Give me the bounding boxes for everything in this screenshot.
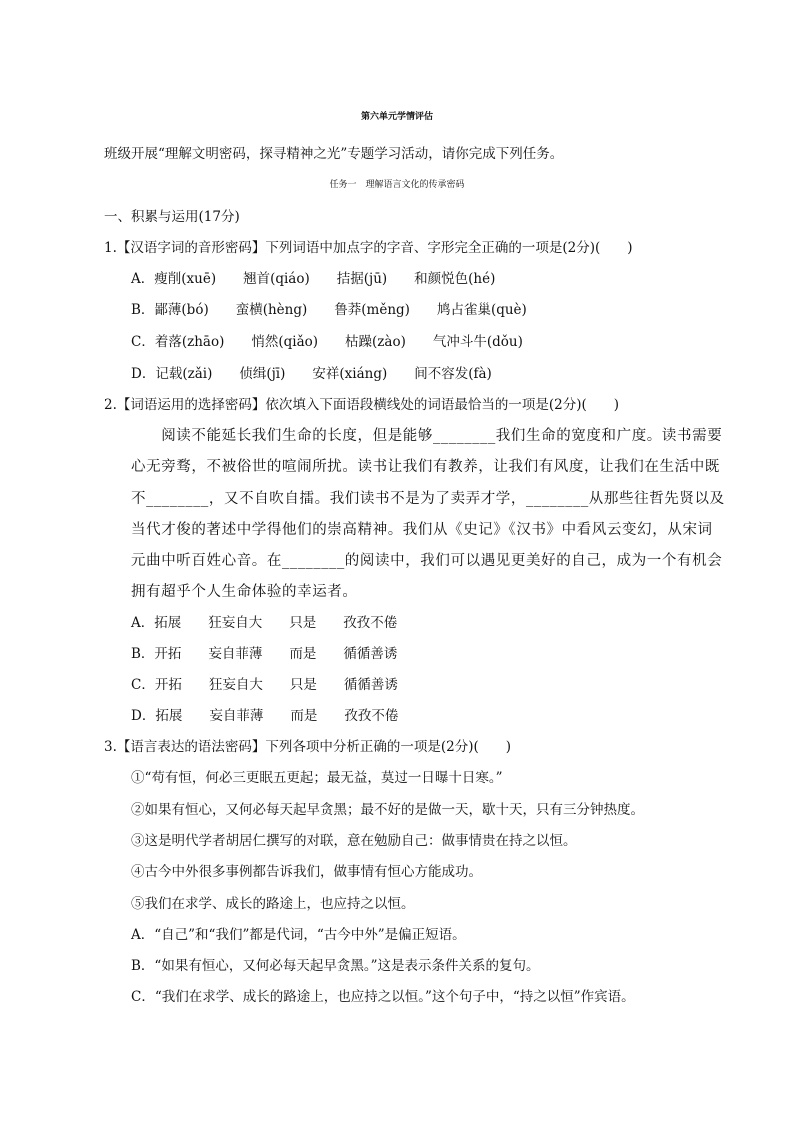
question-3-option-a: A．“自己”和“我们”都是代词，“古今中外”是偏正短语。	[131, 927, 466, 943]
passage-line: 拥有超乎个人生命体验的幸运者。	[131, 584, 358, 600]
question-2-option-d: D．拓展 妄自菲薄 而是 孜孜不倦	[131, 708, 399, 724]
question-1-option-a: A．瘦削(xuē) 翘首(qiáo) 拮据(jū) 和颜悦色(hé)	[131, 271, 496, 287]
question-1-option-c: C．着落(zhāo) 悄然(qiǎo) 枯躁(zào) 气冲斗牛(dǒu)	[131, 334, 523, 350]
passage-line: 当代才俊的著述中学得他们的崇高精神。我们从《史记》《汉书》中看风云变幻，从宋词	[131, 522, 713, 538]
question-3-option-c: C．“我们在求学、成长的路途上，也应持之以恒。”这个句子中，“持之以恒”作宾语。	[131, 989, 635, 1005]
passage-line: 心无旁骛，不被俗世的喧闹所扰。读书让我们有教养，让我们有风度，让我们在生活中既	[131, 459, 720, 475]
task-heading: 任务一 理解语言文化的传承密码	[329, 180, 465, 190]
question-1-stem: 1.【汉语字词的音形密码】下列词语中加点字的字音、字形完全正确的一项是(2分)( )	[104, 240, 633, 256]
passage-line: 阅读不能延长我们生命的长度，但是能够________我们生命的宽度和广度。读书需要	[131, 428, 723, 444]
question-1-option-b: B．鄙薄(bó) 蛮横(hèng) 鲁莽(měng) 鸠占雀巢(què)	[131, 302, 527, 318]
question-2-option-c: C．开拓 狂妄自大 只是 循循善诱	[131, 677, 398, 693]
question-2-option-b: B．开拓 妄自菲薄 而是 循循善诱	[131, 646, 398, 662]
question-3-stem: 3.【语言表达的语法密码】下列各项中分析正确的一项是(2分)( )	[104, 739, 512, 755]
question-2-option-a: A．拓展 狂妄自大 只是 孜孜不倦	[131, 615, 398, 631]
section-heading: 一、积累与运用(17分)	[104, 209, 240, 225]
question-1-option-d: D．记载(zǎi) 侦缉(jī) 安祥(xiáng) 间不容发(fà)	[131, 366, 492, 382]
question-2-stem: 2.【词语运用的选择密码】依次填入下面语段横线处的词语最恰当的一项是(2分)( )	[104, 397, 620, 413]
passage-line: 不________，又不自吹自擂。我们读书不是为了卖弄才学，________从那些往哲先贤以及	[131, 491, 725, 507]
question-3-item: ③这是明代学者胡居仁撰写的对联，意在勉励自己：做事情贵在持之以恒。	[131, 833, 577, 849]
question-3-item: ②如果有恒心，又何必每天起早贪黑；最不好的是做一天，歇十天，只有三分钟热度。	[131, 802, 644, 818]
question-3-item: ④古今中外很多事例都告诉我们，做事情有恒心方能成功。	[131, 864, 482, 880]
question-3-item: ①“苟有恒，何必三更眠五更起；最无益，莫过一日曝十日寒。”	[131, 770, 503, 786]
intro-text: 班级开展“理解文明密码，探寻精神之光”专题学习活动，请你完成下列任务。	[104, 146, 564, 162]
question-3-item: ⑤我们在求学、成长的路途上，也应持之以恒。	[131, 896, 415, 912]
passage-line: 元曲中听百姓心音。在________的阅读中，我们可以遇见更美好的自己，成为一个有机会	[131, 553, 723, 569]
question-3-option-b: B．“如果有恒心，又何必每天起早贪黑。”这是表示条件关系的复句。	[131, 958, 540, 974]
page-title: 第六单元学情评估	[360, 112, 433, 122]
